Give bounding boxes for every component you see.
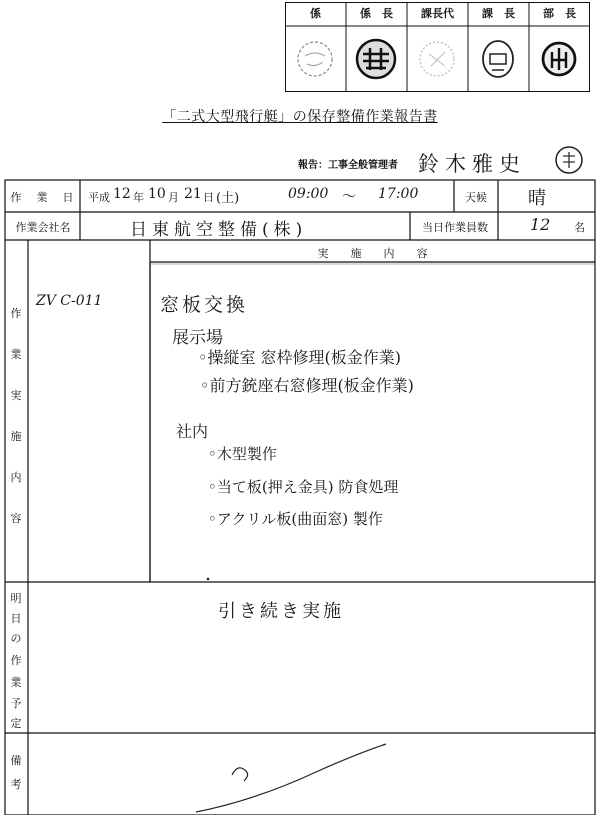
work-line-location: 展示場: [172, 328, 223, 348]
approval-header-section-manager: 課 長: [482, 7, 515, 20]
date-day: 21: [184, 186, 202, 202]
nextday-plan-text: 引き続き実施: [218, 601, 344, 622]
work-line-item: ◦アクリル板(曲面窓) 製作: [208, 510, 383, 528]
date-month: 10: [148, 186, 166, 202]
approval-header-dept-manager: 部 長: [543, 7, 576, 20]
weather-label: 天候: [465, 191, 487, 204]
nextday-side-label-char: 予: [10, 697, 22, 710]
nextday-side-label-char: 作: [10, 654, 22, 667]
work-line-item: ◦前方銃座右窓修理(板金作業): [200, 376, 414, 395]
seal-stamp-section-manager: [468, 26, 529, 92]
seal-stamp-staff: [285, 26, 346, 92]
nextday-side-label-char: 明: [10, 592, 22, 605]
company-label: 作業会社名: [15, 221, 71, 234]
remarks-side-label-char: 備: [10, 754, 22, 767]
work-side-label-char: 実: [10, 389, 22, 402]
seal-stamp-chief: [346, 26, 407, 92]
date-year-unit: 年: [133, 191, 144, 204]
work-date-label: 作 業 日: [10, 191, 76, 204]
work-side-label-char: 作: [10, 307, 22, 320]
date-day-unit: 日: [203, 191, 214, 204]
approval-header-chief: 係 長: [360, 7, 393, 20]
workers-unit: 名: [574, 221, 585, 234]
work-line-item: ◦当て板(押え金具) 防食処理: [208, 478, 399, 496]
work-side-label-char: 容: [10, 512, 22, 525]
work-line-item: ◦木型製作: [208, 445, 277, 463]
date-year: 12: [113, 186, 131, 202]
approval-header-staff: 係: [310, 7, 321, 20]
nextday-side-label-char: の: [10, 632, 22, 645]
nextday-side-label-char: 日: [10, 612, 22, 625]
work-target-id: ZV C-011: [36, 293, 103, 309]
remarks-side-label-char: 考: [10, 778, 22, 791]
nextday-side-label-char: 定: [10, 717, 22, 730]
workers-label: 当日作業員数: [422, 221, 488, 234]
workers-value: 12: [530, 215, 551, 234]
time-end: 17:00: [378, 186, 419, 202]
work-line-location: 社内: [176, 422, 209, 441]
work-side-label-char: 内: [10, 471, 22, 484]
weather-value: 晴: [528, 188, 546, 209]
date-era: 平成: [88, 191, 110, 204]
approval-stamp-grid: [285, 2, 590, 92]
date-month-unit: 月: [168, 191, 179, 204]
reporter-label: 報告：工事全般管理者: [298, 160, 398, 171]
work-side-label-char: 業: [10, 348, 22, 361]
work-side-label-char: 施: [10, 430, 22, 443]
document-title: 「二式大型飛行艇」の保存整備作業報告書: [162, 109, 438, 125]
work-line-item: ◦操縦室 窓枠修理(板金作業): [198, 348, 402, 367]
date-weekday: (土): [216, 191, 240, 206]
time-start: 09:00: [288, 186, 329, 202]
reporter-name: 鈴木雅史: [418, 152, 526, 176]
company-value: 日東航空整備(株): [130, 220, 308, 240]
nextday-side-label-char: 業: [10, 676, 22, 689]
work-line-heading: 窓板交換: [160, 294, 249, 316]
reporter-seal: [553, 144, 585, 176]
seal-stamp-dept-manager: [529, 26, 590, 92]
time-tilde: ～: [342, 189, 356, 205]
approval-header-deputy-manager: 課長代: [421, 7, 454, 20]
content-header: 実 施 内 容: [317, 247, 428, 260]
seal-stamp-deputy-manager: [407, 26, 468, 92]
